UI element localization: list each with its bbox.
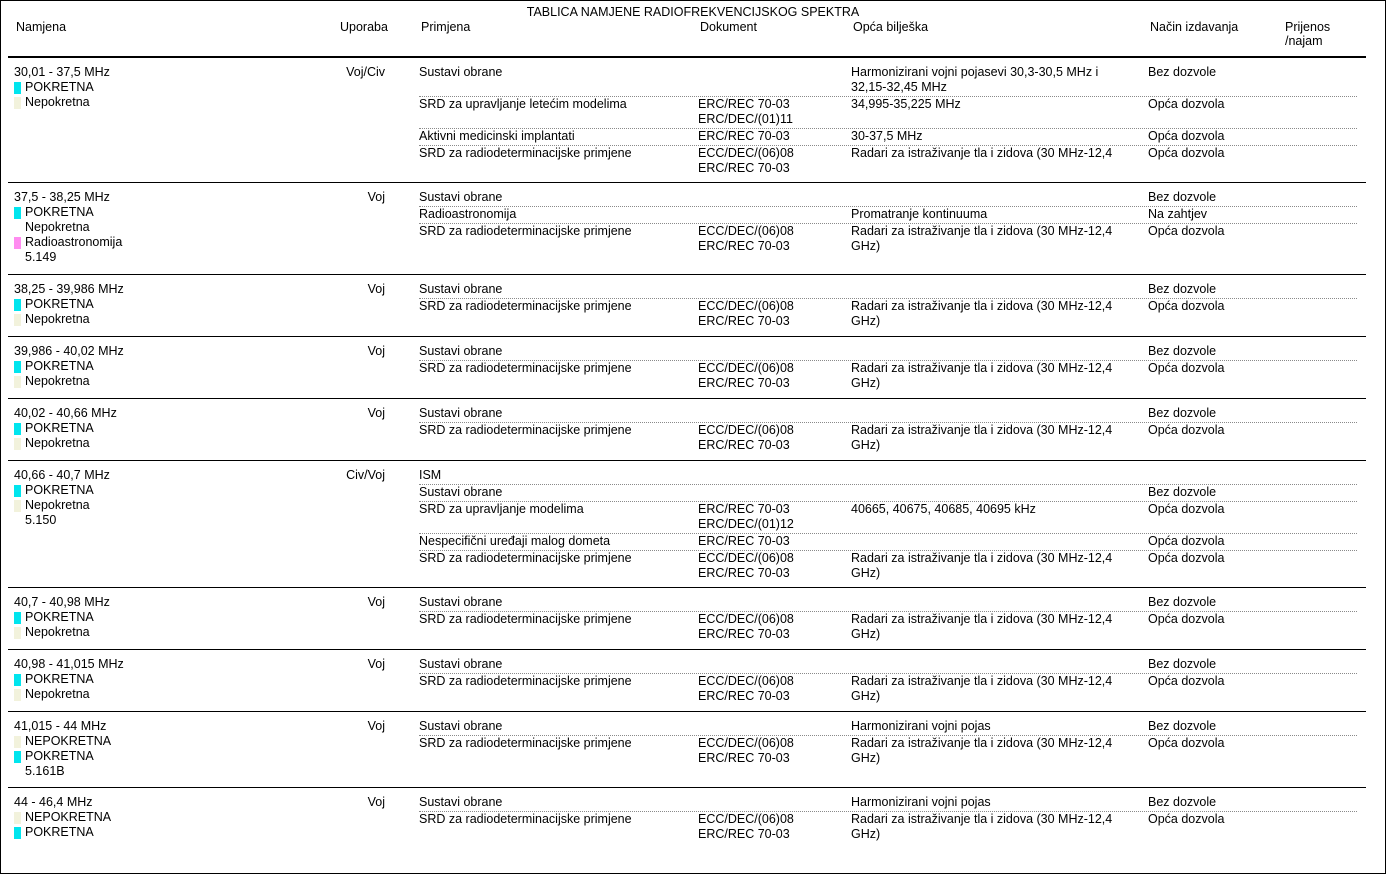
legend-label: NEPOKRETNA (25, 734, 112, 748)
application-cell: SRD za radiodeterminacijske primjene (419, 146, 632, 160)
document-ref: ERC/DEC/(01)11 (698, 112, 793, 126)
application-cell: Sustavi obrane (419, 485, 503, 499)
row-separator (419, 484, 1357, 485)
legend-label: Radioastronomija (25, 235, 123, 249)
legend-label: POKRETNA (25, 205, 94, 219)
issuance-method: Opća dozvola (1148, 736, 1225, 750)
general-note: Radari za istraživanje tla i zidova (30 MHz-12,4 (851, 551, 1113, 565)
general-note: GHz) (851, 689, 881, 703)
issuance-method: Bez dozvole (1148, 282, 1217, 296)
block-rule (8, 57, 1366, 58)
frequency-range: 40,98 - 41,015 MHz (14, 657, 124, 671)
document-ref: ERC/REC 70-03 (698, 239, 790, 253)
block-rule (8, 274, 1366, 275)
frequency-range: 40,02 - 40,66 MHz (14, 406, 117, 420)
general-note: Promatranje kontinuuma (851, 207, 988, 221)
document-ref: ERC/REC 70-03 (698, 627, 790, 641)
legend-swatch-pokretna (14, 612, 21, 624)
issuance-method: Opća dozvola (1148, 129, 1225, 143)
general-note: Radari za istraživanje tla i zidova (30 MHz-12,4 (851, 423, 1113, 437)
issuance-method: Bez dozvole (1148, 485, 1217, 499)
legend-label: POKRETNA (25, 825, 94, 839)
document-ref: ECC/DEC/(06)08 (698, 674, 794, 688)
legend-swatch-pokretna (14, 751, 21, 763)
application-cell: SRD za radiodeterminacijske primjene (419, 299, 632, 313)
legend-label: POKRETNA (25, 610, 94, 624)
issuance-method: Bez dozvole (1148, 190, 1217, 204)
legend-label: Nepokretna (25, 312, 90, 326)
document-ref: ERC/REC 70-03 (698, 827, 790, 841)
general-note: Harmonizirani vojni pojasevi 30,3-30,5 MHz i (851, 65, 1099, 79)
block-rule (8, 398, 1366, 399)
issuance-method: Bez dozvole (1148, 795, 1217, 809)
usage-label: Voj (367, 190, 385, 204)
document-ref: ECC/DEC/(06)08 (698, 736, 794, 750)
legend-swatch-nepokretna (14, 812, 21, 824)
application-cell: SRD za upravljanje letećim modelima (419, 97, 627, 111)
legend-label: 5.149 (25, 250, 57, 264)
frequency-range: 39,986 - 40,02 MHz (14, 344, 124, 358)
block-rule (8, 182, 1366, 183)
application-cell: Sustavi obrane (419, 406, 503, 420)
general-note: Harmonizirani vojni pojas (851, 795, 991, 809)
legend-swatch-nepokretna (14, 438, 21, 450)
legend-swatch-nepokretna (14, 376, 21, 388)
general-note: 40665, 40675, 40685, 40695 kHz (851, 502, 1036, 516)
issuance-method: Bez dozvole (1148, 719, 1217, 733)
col-header-biljeska: Opća bilješka (853, 20, 929, 34)
legend-label: POKRETNA (25, 421, 94, 435)
document-ref: ERC/REC 70-03 (698, 129, 790, 143)
legend-swatch-pokretna (14, 827, 21, 839)
general-note: Radari za istraživanje tla i zidova (30 MHz-12,4 (851, 612, 1113, 626)
document-ref: ECC/DEC/(06)08 (698, 423, 794, 437)
usage-label: Voj (367, 795, 385, 809)
col-header-prijenos (1285, 20, 1330, 48)
document-ref: ECC/DEC/(06)08 (698, 299, 794, 313)
application-cell: Sustavi obrane (419, 65, 503, 79)
issuance-method: Opća dozvola (1148, 97, 1225, 111)
application-cell: SRD za radiodeterminacijske primjene (419, 812, 632, 826)
usage-label: Voj (367, 282, 385, 296)
general-note: Harmonizirani vojni pojas (851, 719, 991, 733)
legend-label: POKRETNA (25, 749, 94, 763)
frequency-range: 30,01 - 37,5 MHz (14, 65, 110, 79)
legend-swatch-pokretna (14, 674, 21, 686)
usage-label: Voj (367, 657, 385, 671)
issuance-method: Bez dozvole (1148, 65, 1217, 79)
issuance-method: Na zahtjev (1148, 207, 1208, 221)
application-cell: SRD za radiodeterminacijske primjene (419, 224, 632, 238)
issuance-method: Opća dozvola (1148, 534, 1225, 548)
application-cell: SRD za radiodeterminacijske primjene (419, 361, 632, 375)
issuance-method: Opća dozvola (1148, 146, 1225, 160)
issuance-method: Opća dozvola (1148, 299, 1225, 313)
frequency-range: 40,7 - 40,98 MHz (14, 595, 110, 609)
application-cell: Nespecifični uređaji malog dometa (419, 534, 611, 548)
general-note: GHz) (851, 314, 881, 328)
col-header-primjena: Primjena (421, 20, 471, 34)
legend-label: POKRETNA (25, 297, 94, 311)
application-cell: SRD za radiodeterminacijske primjene (419, 674, 632, 688)
legend-label: Nepokretna (25, 436, 90, 450)
document-ref: ECC/DEC/(06)08 (698, 224, 794, 238)
document-ref: ERC/REC 70-03 (698, 438, 790, 452)
issuance-method: Opća dozvola (1148, 361, 1225, 375)
issuance-method: Bez dozvole (1148, 344, 1217, 358)
usage-label: Voj/Civ (346, 65, 385, 79)
application-cell: SRD za radiodeterminacijske primjene (419, 736, 632, 750)
general-note: Radari za istraživanje tla i zidova (30 MHz-12,4 (851, 299, 1113, 313)
legend-swatch-nepokretna (14, 627, 21, 639)
application-cell: SRD za radiodeterminacijske primjene (419, 612, 632, 626)
usage-label: Voj (367, 344, 385, 358)
application-cell: Sustavi obrane (419, 657, 503, 671)
col-header-uporaba: Uporaba (340, 20, 388, 34)
block-rule (8, 711, 1366, 712)
issuance-method: Bez dozvole (1148, 657, 1217, 671)
legend-label: Nepokretna (25, 687, 90, 701)
legend-label: Nepokretna (25, 374, 90, 388)
legend-swatch-pokretna (14, 82, 21, 94)
application-cell: Sustavi obrane (419, 190, 503, 204)
general-note: GHz) (851, 239, 881, 253)
application-cell: Sustavi obrane (419, 595, 503, 609)
application-cell: ISM (419, 468, 442, 482)
legend-label: Nepokretna (25, 625, 90, 639)
general-note: 32,15-32,45 MHz (851, 80, 947, 94)
legend-label: POKRETNA (25, 672, 94, 686)
usage-label: Civ/Voj (346, 468, 385, 482)
general-note: Radari za istraživanje tla i zidova (30 MHz-12,4 (851, 736, 1113, 750)
application-cell: SRD za radiodeterminacijske primjene (419, 551, 632, 565)
legend-swatch-radioastronomija (14, 237, 21, 249)
block-rule (8, 649, 1366, 650)
issuance-method: Opća dozvola (1148, 551, 1225, 565)
document-ref: ECC/DEC/(06)08 (698, 146, 794, 160)
document-ref: ECC/DEC/(06)08 (698, 612, 794, 626)
application-cell: Sustavi obrane (419, 795, 503, 809)
block-rule (8, 336, 1366, 337)
document-ref: ERC/DEC/(01)12 (698, 517, 794, 531)
issuance-method: Opća dozvola (1148, 423, 1225, 437)
usage-label: Voj (367, 719, 385, 733)
application-cell: Sustavi obrane (419, 344, 503, 358)
issuance-method: Bez dozvole (1148, 406, 1217, 420)
legend-label: 5.161B (25, 764, 65, 778)
issuance-method: Opća dozvola (1148, 812, 1225, 826)
frequency-range: 41,015 - 44 MHz (14, 719, 107, 733)
document-ref: ERC/REC 70-03 (698, 97, 790, 111)
issuance-method: Opća dozvola (1148, 612, 1225, 626)
document-ref: ECC/DEC/(06)08 (698, 551, 794, 565)
legend-swatch-nepokretna (14, 97, 21, 109)
legend-label: Nepokretna (25, 220, 90, 234)
document-ref: ERC/REC 70-03 (698, 751, 790, 765)
issuance-method: Opća dozvola (1148, 502, 1225, 516)
application-cell: SRD za radiodeterminacijske primjene (419, 423, 632, 437)
legend-swatch-pokretna (14, 485, 21, 497)
col-header-prijenos-line1: Prijenos (1285, 20, 1331, 34)
frequency-range: 38,25 - 39,986 MHz (14, 282, 124, 296)
issuance-method: Bez dozvole (1148, 595, 1217, 609)
general-note: GHz) (851, 438, 881, 452)
application-cell: Aktivni medicinski implantati (419, 129, 575, 143)
application-cell: Sustavi obrane (419, 719, 503, 733)
legend-label: Nepokretna (25, 498, 90, 512)
table-title: TABLICA NAMJENE RADIOFREKVENCIJSKOG SPEKTRA (526, 5, 860, 19)
legend-swatch-pokretna (14, 423, 21, 435)
legend-swatch-pokretna (14, 207, 21, 219)
document-ref: ERC/REC 70-03 (698, 161, 790, 175)
legend-label: 5.150 (25, 513, 57, 527)
legend-label: POKRETNA (25, 359, 94, 373)
general-note: GHz) (851, 827, 881, 841)
legend-swatch-nepokretna (14, 689, 21, 701)
legend-swatch-nepokretna (14, 736, 21, 748)
general-note: Radari za istraživanje tla i zidova (30 MHz-12,4 (851, 361, 1113, 375)
legend-swatch-pokretna (14, 361, 21, 373)
general-note: Radari za istraživanje tla i zidova (30 MHz-12,4 (851, 812, 1113, 826)
legend-swatch-pokretna (14, 299, 21, 311)
application-cell: SRD za upravljanje modelima (419, 502, 584, 516)
col-header-prijenos-line2: /najam (1285, 34, 1323, 48)
frequency-range: 40,66 - 40,7 MHz (14, 468, 110, 482)
general-note: GHz) (851, 566, 881, 580)
col-header-namjena: Namjena (16, 20, 67, 34)
document-ref: ECC/DEC/(06)08 (698, 812, 794, 826)
application-cell: Sustavi obrane (419, 282, 503, 296)
legend-label: Nepokretna (25, 95, 90, 109)
document-ref: ERC/REC 70-03 (698, 534, 790, 548)
document-ref: ERC/REC 70-03 (698, 502, 790, 516)
document-ref: ERC/REC 70-03 (698, 689, 790, 703)
frequency-range: 44 - 46,4 MHz (14, 795, 93, 809)
issuance-method: Opća dozvola (1148, 674, 1225, 688)
legend-label: POKRETNA (25, 483, 94, 497)
block-rule (8, 587, 1366, 588)
legend-swatch-nepokretna (14, 314, 21, 326)
usage-label: Voj (367, 406, 385, 420)
general-note: Radari za istraživanje tla i zidova (30 MHz-12,4 (851, 146, 1113, 160)
general-note: Radari za istraživanje tla i zidova (30 MHz-12,4 (851, 674, 1113, 688)
frequency-range: 37,5 - 38,25 MHz (14, 190, 110, 204)
general-note: 34,995-35,225 MHz (851, 97, 961, 111)
legend-swatch-nepokretna (14, 500, 21, 512)
document-ref: ERC/REC 70-03 (698, 566, 790, 580)
block-rule (8, 787, 1366, 788)
document-ref: ERC/REC 70-03 (698, 314, 790, 328)
general-note: GHz) (851, 627, 881, 641)
issuance-method: Opća dozvola (1148, 224, 1225, 238)
document-ref: ERC/REC 70-03 (698, 376, 790, 390)
general-note: Radari za istraživanje tla i zidova (30 MHz-12,4 (851, 224, 1113, 238)
col-header-izdavanje: Način izdavanja (1150, 20, 1239, 34)
general-note: 30-37,5 MHz (851, 129, 923, 143)
block-rule (8, 460, 1366, 461)
legend-label: POKRETNA (25, 80, 94, 94)
legend-label: NEPOKRETNA (25, 810, 112, 824)
document-ref: ECC/DEC/(06)08 (698, 361, 794, 375)
usage-label: Voj (367, 595, 385, 609)
general-note: GHz) (851, 751, 881, 765)
col-header-dokument: Dokument (700, 20, 757, 34)
application-cell: Radioastronomija (419, 207, 517, 221)
general-note: GHz) (851, 376, 881, 390)
